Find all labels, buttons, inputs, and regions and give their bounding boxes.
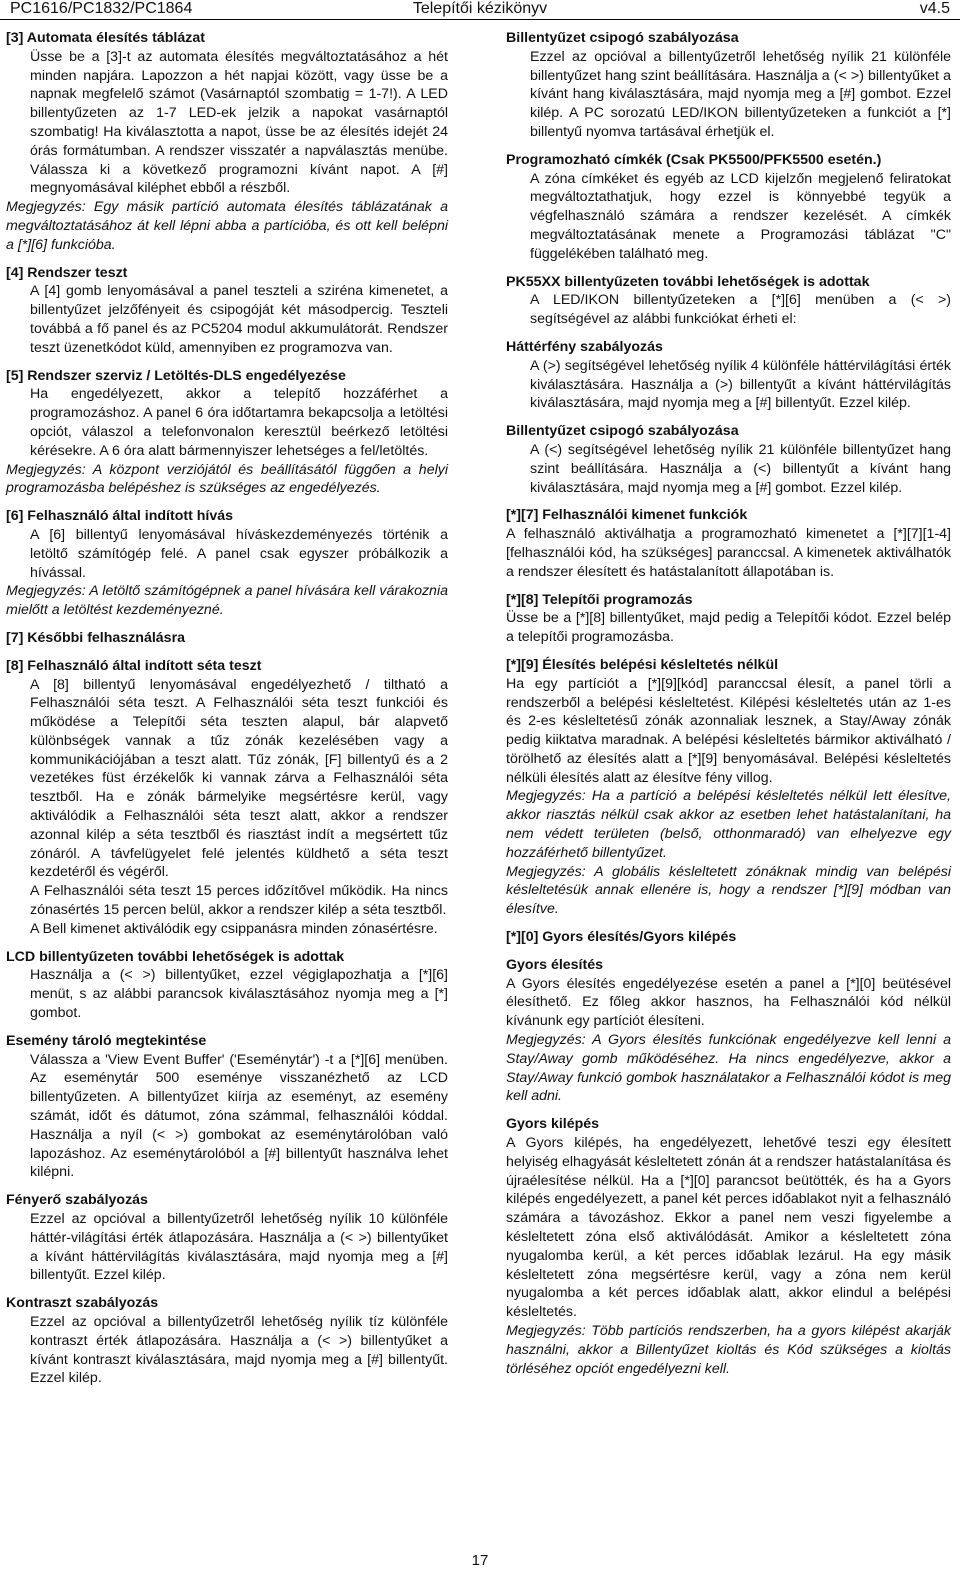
header-model: PC1616/PC1832/PC1864 (10, 0, 193, 17)
paragraph: Üsse be a [3]-t az automata élesítés megváltoztatásához a hét minden napjára. Lapozzon a hét napjai között, vagy üsse be a napnak megfelelő számot (Vasárnaptól szombatig = 1-7!). A LED billentyűzeten az 1-7 LED-ek jelzik a napokat vasárnaptól szombatig! Ha kiválasztotta a napot, üsse be az élesítés idejét 24 órás formátumban. A rendszer visszatér a napválasztás menübe. Válassza ki a következő programozni kívánt napot. A [#] megnyomásával kiléphet ebből a részből. (30, 48, 448, 197)
section-heading: [*][7] Felhasználói kimenet funkciók (506, 507, 748, 524)
note: Megjegyzés: Egy másik partíció automata élesítés táblázatának a megváltoztatásához át kell lépni abba a partícióba, és ott kell belépni a [*][6] funkcióba. (6, 199, 448, 253)
paragraph: A Felhasználói séta teszt 15 perces időzítővel működik. Ha nincs zónasértés 15 percen belül, akkor a rendszer kilép a séta tesztből. (30, 883, 448, 919)
note: Megjegyzés: A globális késleltetett zónáknak mindig van belépési késleltetésük annak ellenére is, hogy a rendszer [*][9] módban van élesítve. (506, 863, 951, 918)
paragraph: A [8] billentyű lenyomásával engedélyezhető / tiltható a Felhasználói séta teszt. A Felhasználói séta teszt funkciói és működése a Telepítői séta teszten alapul, bár alapvető különbségek vannak a tűz zónák kezelésében vagy a kommunikációjában a teszt alatt. Tűz zónák, [F] billentyű és a 2 vezetékes füst érzékelők ki vannak zárva a Felhasználói séta tesztből. Ha e zónák bármelyike megsértésre kerül, vagy aktiválódik a Felhasználói séta teszt alatt, akkor a rendszer azonnal kilép a séta tesztből és riasztást indít a megsértett tűz zónáról. A távfelügyelet felé jelentés küldhető a séta teszt kezdetéről és végéről. (30, 676, 448, 881)
paragraph: Ezzel az opcióval a billentyűzetről lehetőség nyílik 10 különféle háttér-világítási érték átlapozására. Használja a (< >) billentyűket a kívánt háttérvilágítás kiválasztására, majd nyomja meg a [#] billentyűt. Ezzel kilép. (30, 1211, 448, 1284)
section-heading: Háttérfény szabályozás (506, 338, 663, 355)
section-heading: PK55XX billentyűzeten további lehetőségek is adottak (506, 273, 870, 290)
note: Megjegyzés: A Gyors élesítés funkciónak engedélyezve kell lenni a Stay/Away gomb működéséhez. Ha nincs engedélyezve, akkor a Stay/Away funkció gombok használatakor a Felhasználói kódot is meg kell adni. (506, 1032, 951, 1105)
paragraph: A felhasználó aktiválhatja a programozható kimenetet a [*][7][1-4][felhasználói kód, ha szükséges] paranccsal. A kimenetek aktiválhatók a rendszer élesített és hatástalanított állapotában is. (506, 526, 951, 580)
paragraph: Üsse be a [*][8] billentyűket, majd pedig a Telepítői kódot. Ezzel belép a telepítői programozásba. (506, 610, 951, 646)
paragraph: Ezzel az opcióval a billentyűzetről lehetőség nyílik 21 különféle billentyűzet hang szint beállítására. Használja a (< >) billentyűket a kívánt hang kiválasztására, majd nyomja meg a [#] gombot. Ezzel kilép. A PC sorozatú LED/IKON billentyűzeteken a funkciót a [*] billentyű nyomva tartásával érhetjük el. (530, 48, 951, 140)
paragraph: A [4] gomb lenyomásával a panel teszteli a sziréna kimenetet, a billentyűzet jelzőfényeit és csipogóját két másodpercig. Teszteli továbbá a fő panel és az PC5204 modul akkumulátorát. Rendszer teszt üzenetkódot küld, amennyiben ez programozva van. (30, 283, 448, 356)
paragraph: A [6] billentyű lenyomásával híváskezdeményezés történik a letöltő számítógép felé. A panel csak egyszer próbálkozik a hívással. (30, 526, 448, 581)
paragraph: Ha engedélyezett, akkor a telepítő hozzáférhet a programozáshoz. A panel 6 óra időtartamra bekapcsolja a letöltési opciót, válaszol a telefonvonalon keresztül beérkező letöltési kérésekre. A 6 óra alatt bármennyiszer lehetséges a fel/letöltés. (30, 386, 448, 459)
section-heading: [4] Rendszer teszt (6, 264, 128, 281)
header-title: Telepítői kézikönyv (412, 0, 548, 17)
page-number: 17 (471, 1552, 489, 1569)
header-rule (0, 19, 960, 20)
paragraph: Ha egy partíciót a [*][9][kód] paranccsal élesít, a panel törli a rendszerből a belépési késleltetést. Kilépési késleltetés után az 1-es és 2-es késleltetésű zónák azonnaliak lesznek, a Stay/Away zónák pedig kiiktatva maradnak. A belépési késleltetés bármikor aktiválható / törölhető az élesítés alatt a [*][9] benyomásával. Belépési késleltetés nélküli élesítés alatt az élesítve fény villog. (506, 675, 951, 786)
section-heading: Kontraszt szabályozás (6, 1295, 159, 1312)
paragraph: A (<) segítségével lehetőség nyílik 21 különféle billentyűzet hang szint beállítására. Használja a (<) billentyűt a kívánt hang kiválasztására, majd nyomja meg a [#] gombot. Ezzel kilép. (530, 441, 951, 496)
section-heading: Programozható címkék (Csak PK5500/PFK5500 esetén.) (506, 151, 882, 168)
note: Megjegyzés: Ha a partíció a belépési késleltetés nélkül lett élesítve, akkor riasztás nélkül csak akkor az esetben lehet hatástalanítani, ha nem védett területen (belső, otthonmaradó) van elhelyezve egy hozzáférhető billentyűzet. (506, 788, 951, 861)
paragraph: Ezzel az opcióval a billentyűzetről lehetőség nyílik tíz különféle kontraszt érték átlapozására. Használja a (< >) billentyűket a kívánt kontraszt kiválasztására, majd nyomja meg a [#] billentyűt. Ezzel kilép. (30, 1314, 448, 1387)
section-heading: [8] Felhasználó által indított séta teszt (6, 657, 262, 674)
section-heading: [3] Automata élesítés táblázat (6, 30, 205, 46)
note: Megjegyzés: A központ verziójától és beállításától függően a helyi programozásba belépéshez is szükséges az engedélyezés. (6, 461, 448, 497)
section-heading: Billentyűzet csipogó szabályozása (506, 423, 739, 440)
paragraph: A Gyors élesítés engedélyezése esetén a panel a [*][0] beütésével élesíthető. Ez főleg akkor hasznos, ha Felhasználói kód nélkül kívánunk egy partíciót élesíteni. (506, 975, 951, 1030)
paragraph: A (>) segítségével lehetőség nyílik 4 különféle háttérvilágítási érték kiválasztására. Használja a (>) billentyűt a kívánt háttérvilágítás kiválasztására, majd nyomja meg a [#] billentyűt. Ezzel kilép. (530, 357, 951, 412)
section-heading: [7] Későbbi felhasználásra (6, 629, 185, 646)
section-heading: [*][8] Telepítői programozás (506, 591, 693, 608)
right-column (506, 27, 951, 1378)
paragraph: A Bell kimenet aktiválódik egy csippanásra minden zónasértésre. (30, 920, 438, 937)
section-heading: LCD billentyűzeten további lehetőségek is adottak (6, 948, 345, 965)
section-heading: Billentyűzet csipogó szabályozása (506, 30, 739, 46)
section-heading: Fényerő szabályozás (6, 1192, 148, 1209)
header-version: v4.5 (919, 0, 950, 17)
paragraph: A LED/IKON billentyűzeteken a [*][6] menüben a (< >) segítségével az alábbi funkciókat érheti el: (530, 292, 951, 328)
section-heading: [*][0] Gyors élesítés/Gyors kilépés (506, 929, 737, 946)
paragraph: A zóna címkéket és egyéb az LCD kijelzőn megjelenő feliratokat megváltoztathatjuk, hogy ezzel is könnyebbé tegyük a végfelhasználó számára a rendszer kezelését. A címkék megváltoztatásának menete a Programozási táblázat "C" függelékében található meg. (530, 170, 951, 262)
section-heading: [6] Felhasználó által indított hívás (6, 508, 234, 525)
subsection-heading: Gyors élesítés (506, 956, 604, 973)
subsection-heading: Gyors kilépés (506, 1116, 600, 1133)
left-column (6, 27, 448, 1388)
section-heading: Esemény tároló megtekintése (6, 1032, 207, 1049)
section-heading: [*][9] Élesítés belépési késleltetés nélkül (506, 656, 779, 673)
note: Megjegyzés: A letöltő számítógépnek a panel hívására kell várakoznia mielőtt a letöltést kezdeményezné. (6, 583, 448, 619)
note: Megjegyzés: Több partíciós rendszerben, ha a gyors kilépést akarják használni, akkor a Billentyűzet kioltás és Kód szükséges a kioltás törléséhez opciót engedélyezni kell. (506, 1323, 951, 1377)
paragraph: A Gyors kilépés, ha engedélyezett, lehetővé teszi egy élesített helyiség elhagyását késleltetett zónán át a rendszer hatástalanítása és újraélesítése nélkül. Ha a [*][0] parancsot beütötték, és ha a Gyors kilépés engedélyezett, a panel két perces időablakot nyit a felhasználó számára a távozáshoz. Ekkor a panel nem veszi figyelembe a késleltetett zóna első aktiválódását. Amikor a késleltetett zóna nyugalomba kerül, a két perces időablak lezárul. Ha egy másik késleltetett zóna megsértésre kerül, vagy a zóna nem kerül nyugalomba a két perces időablak alatt, akkor elindul a belépési késleltetés. (506, 1135, 951, 1321)
paragraph: Használja a (< >) billentyűket, ezzel végiglapozhatja a [*][6] menüt, s az alábbi parancsok kiválasztásához nyomja meg a [*] gombot. (30, 967, 448, 1022)
paragraph: Válassza a 'View Event Buffer' ('Eseménytár') -t a [*][6] menüben. Az eseménytár 500 eseménye visszanézhető az LCD billentyűzeten. A billentyűzet kiírja az eseményt, az esemény számát, időt és dátumot, zóna számmal, felhasználói kóddal. Használja a nyíl (< >) gombokat az eseménytárolóban való lapozáshoz. Az eseménytárolóból a [#] billentyűt használva lehet kilépni. (30, 1051, 448, 1181)
section-heading: [5] Rendszer szerviz / Letöltés-DLS engedélyezése (6, 367, 346, 384)
